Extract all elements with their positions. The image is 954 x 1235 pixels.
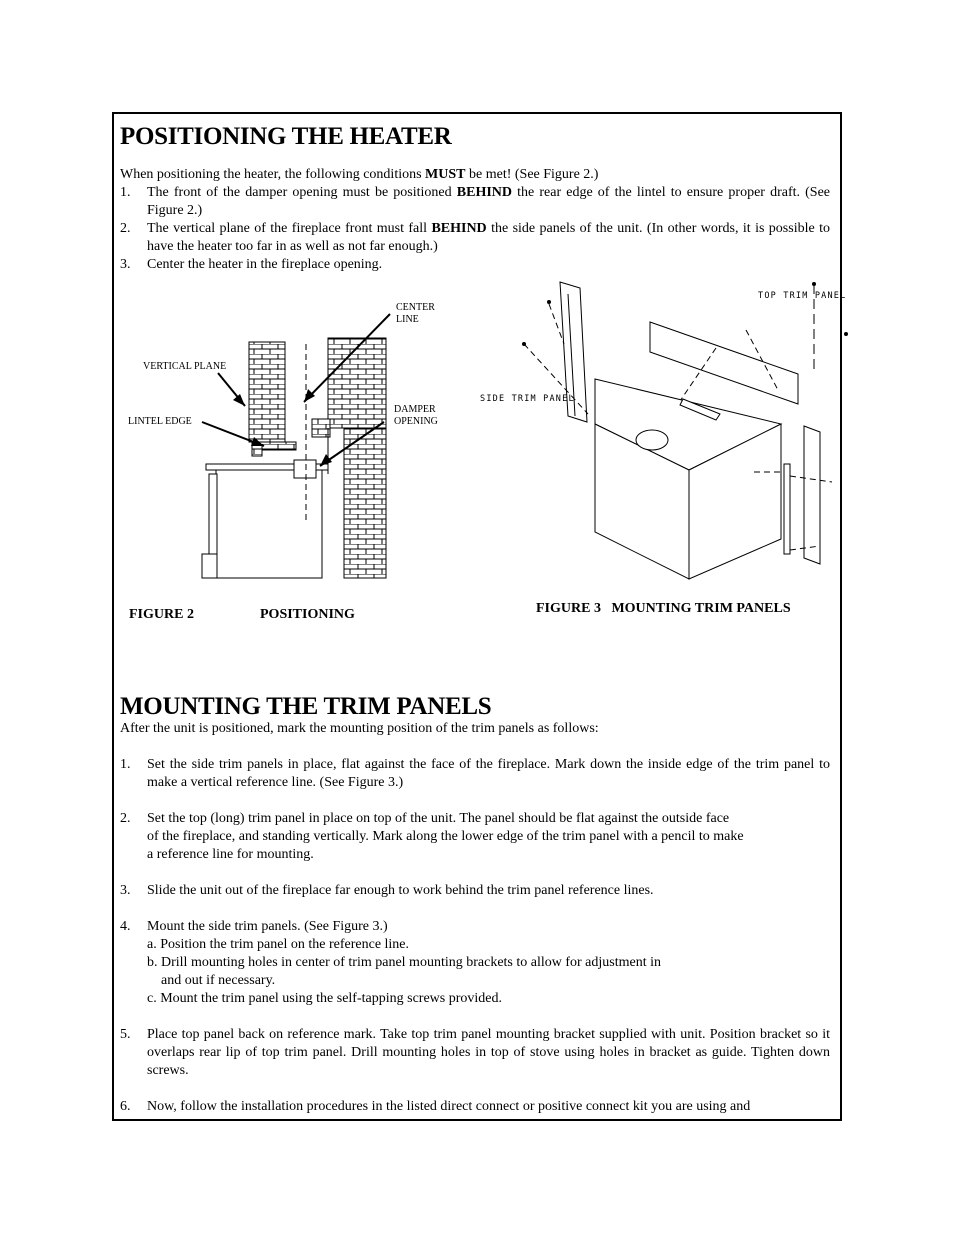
step-2: 2. Set the top (long) trim panel in place on top of the unit. The panel should be flat against the outside face of the fireplace, and standing vertically. Mark along the lower edge of the trim panel with a pencil to make a reference line for mounting. [120, 811, 744, 862]
positioning-list: 1. The front of the damper opening must be positioned BEHIND the rear edge of the lintel to ensure proper draft. (See Figure 2.) 2. The vertical plane of the fireplace front must fall BEHIND the side panels of the unit. (In other words, it is possible to have the heater too far in as well as not far enough.) 3. Center the heater in the fireplace opening. [120, 185, 831, 272]
intro-text-end: be met! (See Figure 2.) [465, 167, 599, 182]
label-lintel-edge: LINTEL EDGE [128, 416, 192, 427]
figure-2-caption-title: POSITIONING [260, 607, 355, 622]
label-center-line: CENTER LINE [396, 302, 435, 325]
intro-text: When positioning the heater, the following conditions [120, 167, 426, 182]
label-side-trim-panel: SIDE TRIM PANEL [480, 394, 575, 404]
figure-3-caption: FIGURE 3 MOUNTING TRIM PANELS [536, 601, 791, 616]
step-4: 4. Mount the side trim panels. (See Figure 3.) a. Position the trim panel on the reference line. b. Drill mounting holes in center of trim panel mounting brackets to allow for adjustment in and out if necessary. c. Mount the trim panel using the self-tapping screws provided. [120, 919, 662, 1006]
figure-2-caption-number: FIGURE 2 [129, 607, 194, 622]
label-damper-opening: DAMPER OPENING [394, 404, 438, 427]
section-title-mounting: MOUNTING THE TRIM PANELS [120, 693, 492, 720]
section-title-positioning: POSITIONING THE HEATER [120, 123, 452, 150]
step-6: 6. Now, follow the installation procedures in the listed direct connect or positive connect kit you are using and [120, 1099, 751, 1114]
positioning-intro [120, 166, 835, 184]
step-1: 1. Set the side trim panels in place, flat against the face of the fireplace. Mark down the inside edge of the trim panel to make a vertical reference line. (See Figure 3.) [120, 757, 830, 790]
intro-bold: MUST [425, 167, 466, 182]
mounting-intro: After the unit is positioned, mark the mounting position of the trim panels as follows: [120, 721, 599, 736]
label-top-trim-panel: TOP TRIM PANEL [758, 291, 847, 301]
label-vertical-plane: VERTICAL PLANE [143, 361, 227, 372]
step-5: 5. Place top panel back on reference mark. Take top trim panel mounting bracket supplied with unit. Position bracket so it overlaps rear lip of top trim panel. Drill mounting holes in top of stove using holes in bracket as guide. Tighten down screws. [120, 1027, 830, 1078]
figure-3-trim-panels-diagram [454, 274, 847, 584]
page-frame: POSITIONING THE HEATER When positioning the heater, the following conditions MUST be met! (See Figure 2.) 1. The front of the damper opening must be positioned BEHIND the rear edge of the lintel to ensure proper draft. (See Figure 2.) 2. The vertical plane of the fireplace front must fall BEHIND the side panels of the unit. (In other words, it is possible to have the heater too far in as well as not far enough.) 3. Center the heater in the fireplace opening. CENTER LINE VERTICAL PLANE LINTEL EDGE DAMPER OPENING FIGURE 2 POSITIONING TOP TRIM PANEL SIDE TRIM PANEL FIGURE 3 MOUNTING TRIM PANELS MOUNTING THE TRIM PANELS After the unit is positioned, mark the mounting position of the trim panels as follows: 1. Set the side trim panels in place, flat against the face of the fireplace. Mark down the inside edge of the trim panel to make a vertical reference line. (See Figure 3.) 2. Set the top (long) trim panel in place on top of the unit. The panel should be flat against the outside face of the fireplace, and standing vertically. Mark along the lower edge of the trim panel with a pencil to make a reference line for mounting. 3. Slide the unit out of the fireplace far enough to work behind the trim panel reference lines. 4. Mount the side trim panels. (See Figure 3.) a. Position the trim panel on the reference line. b. Drill mounting holes in center of trim panel mounting brackets to allow for adjustment in and out if necessary. c. Mount the trim panel using the self-tapping screws provided. 5. Place top panel back on reference mark. Take top trim panel mounting bracket supplied with unit. Position bracket so it overlaps rear lip of top trim panel. Drill mounting holes in top of stove using holes in bracket as guide. Tighten down screws. 6. Now, follow the installation procedures in the listed direct connect or positive connect kit you are using and [112, 112, 842, 1121]
